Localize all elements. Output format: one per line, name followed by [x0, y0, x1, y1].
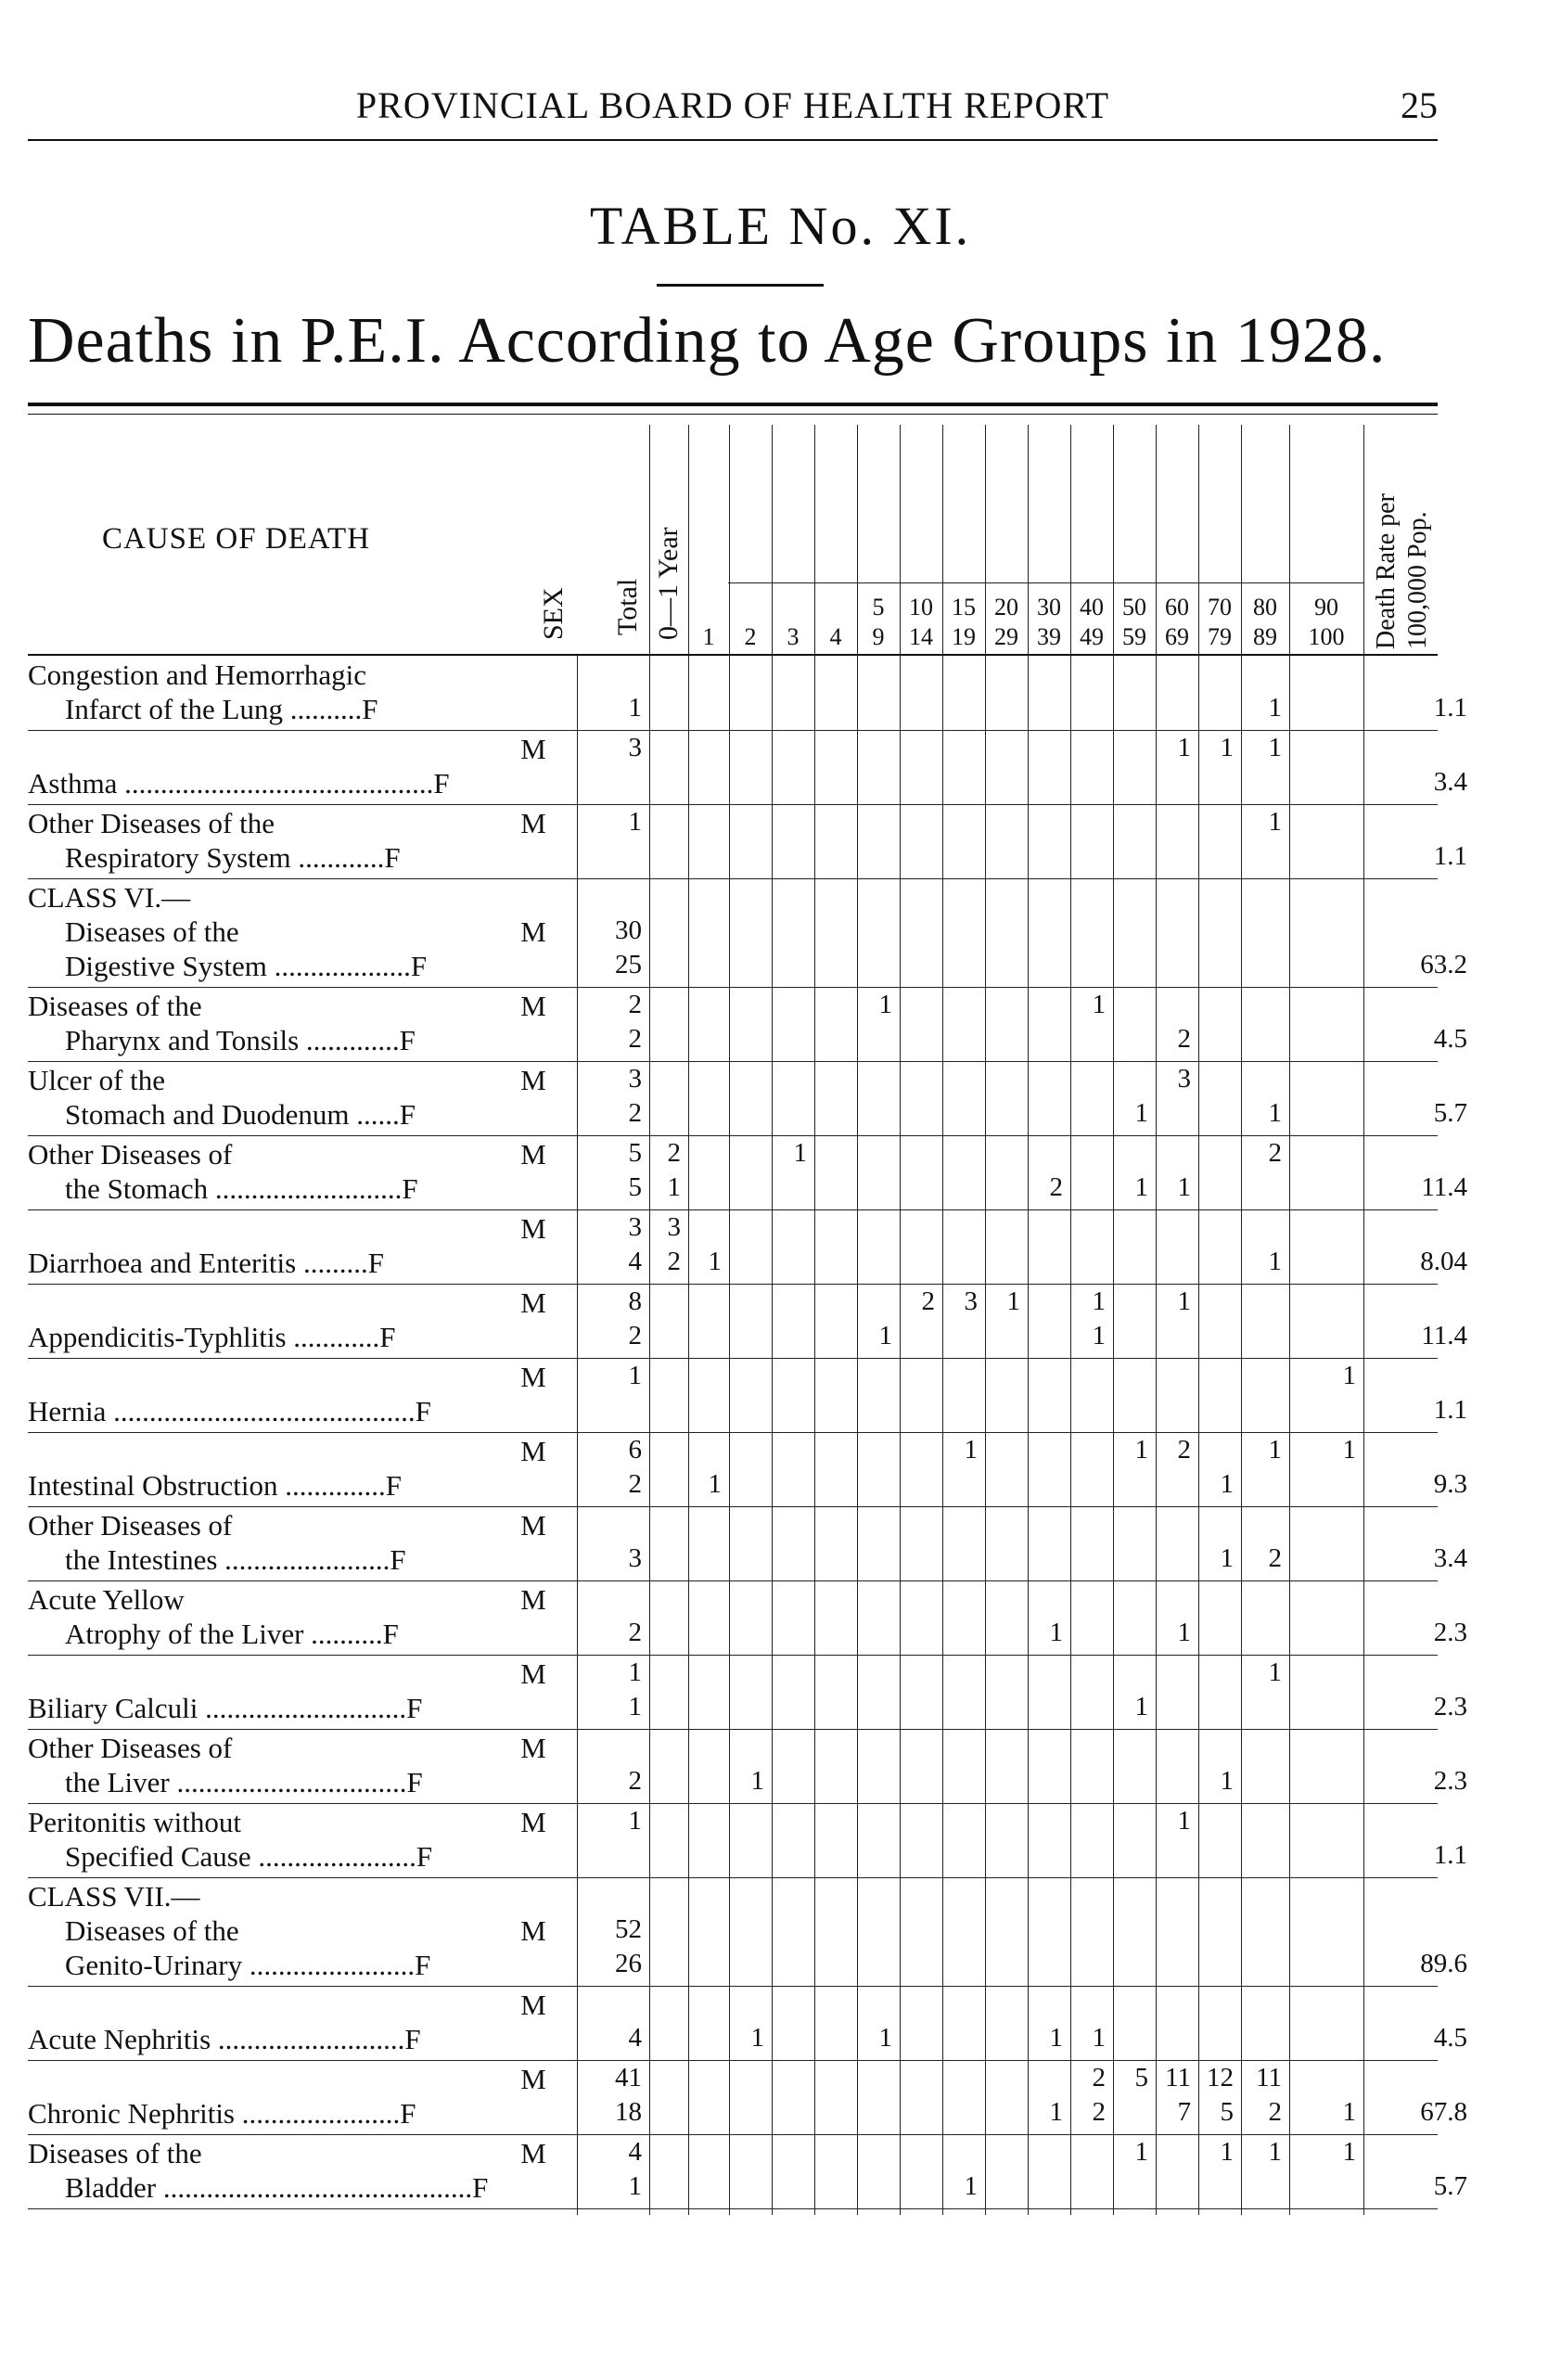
cause-text: Bladder ...........................................F: [65, 2171, 489, 2204]
male-count: 1: [964, 1435, 978, 1465]
table-row: [28, 1507, 1467, 1581]
cause-text: Congestion and Hemorrhagic: [28, 659, 367, 691]
male-count: 2: [628, 990, 642, 1019]
cause-text: Genito-Urinary .......................F: [65, 1949, 431, 1981]
female-count: 2: [628, 1321, 642, 1350]
female-count: 1: [1134, 1172, 1148, 1202]
age-group-end: 100: [1308, 623, 1345, 650]
female-count: 1: [628, 1692, 642, 1721]
age-group-start: 90: [1314, 594, 1338, 621]
page-title: Deaths in P.E.I. According to Age Groups in 1928.: [28, 305, 1387, 377]
male-count: 52: [615, 1914, 642, 1944]
female-count: 2: [667, 1247, 681, 1276]
sex-m: M: [520, 2137, 546, 2169]
death-rate: 67.8: [1420, 2097, 1467, 2127]
female-count: 2: [628, 1618, 642, 1647]
male-count: 11: [1165, 2063, 1191, 2092]
table-row: [28, 1804, 1467, 1878]
female-count: 1: [628, 693, 642, 723]
male-count: 1: [628, 1806, 642, 1836]
cause-text: Acute Nephritis ..........................F: [28, 2023, 421, 2055]
female-count: 7: [1177, 2097, 1191, 2127]
male-count: 1: [1342, 2137, 1356, 2167]
age-group-end: 19: [952, 623, 976, 650]
age-group-end: 9: [872, 623, 885, 650]
sex-m: M: [520, 1064, 546, 1096]
age-group-start: 50: [1122, 594, 1146, 621]
sex-m: M: [520, 990, 546, 1022]
under-one-year-header: 0—1 Year: [653, 527, 684, 640]
sex-m: M: [520, 733, 546, 765]
sex-header: SEX: [538, 587, 569, 640]
page-number: 25: [1401, 84, 1438, 126]
death-rate: 4.5: [1433, 2023, 1467, 2053]
female-count: 1: [1177, 1172, 1191, 1202]
cause-text: Diseases of the: [65, 915, 239, 948]
table-top-rule-thin: [28, 414, 1438, 415]
male-count: 3: [964, 1286, 978, 1316]
cause-text: Diseases of the: [65, 1914, 239, 1947]
cause-text: Other Diseases of: [28, 1509, 233, 1542]
female-count: 1: [1092, 1321, 1106, 1350]
female-count: 1: [1220, 1469, 1234, 1499]
male-count: 4: [628, 2137, 642, 2167]
age-group-end: 39: [1037, 623, 1061, 650]
cause-text: Infarct of the Lung ..........F: [65, 693, 378, 725]
sex-m: M: [520, 807, 546, 839]
death-rate: 63.2: [1420, 950, 1467, 979]
table-row: [28, 2061, 1467, 2135]
cause-text: Stomach and Duodenum ......F: [65, 1098, 416, 1131]
cause-text: Asthma ...........................................F: [28, 767, 450, 800]
age-group-start: 20: [994, 594, 1018, 621]
male-count: 2: [921, 1286, 935, 1316]
male-count: 1: [878, 990, 892, 1019]
age-group-start: 60: [1165, 594, 1189, 621]
male-count: 1: [1220, 733, 1234, 762]
male-count: 1: [1268, 807, 1282, 837]
cause-text: Digestive System ...................F: [65, 950, 428, 982]
age-header-rule: [728, 582, 1364, 583]
female-count: 1: [1177, 1618, 1191, 1647]
female-count: 1: [708, 1469, 722, 1499]
sex-m: M: [520, 1509, 546, 1542]
male-count: 1: [1342, 1361, 1356, 1390]
death-rate: 2.3: [1433, 1766, 1467, 1796]
female-count: 1: [628, 2171, 642, 2201]
male-count: 6: [628, 1435, 642, 1465]
sex-m: M: [520, 1657, 546, 1690]
male-count: 1: [1177, 1286, 1191, 1316]
age-group-start: 80: [1253, 594, 1277, 621]
table-row: [28, 1730, 1467, 1804]
female-count: 2: [628, 1024, 642, 1054]
male-count: 1: [628, 1361, 642, 1390]
table-row: [28, 1656, 1467, 1730]
death-rate: 9.3: [1433, 1469, 1467, 1499]
cause-text: Ulcer of the: [28, 1064, 166, 1096]
age-group-start: 5: [872, 594, 885, 621]
table-row: [28, 1433, 1467, 1507]
male-count: 30: [615, 915, 642, 945]
table-number: TABLE No. XI.: [589, 196, 972, 256]
death-rate-header-line1: Death Rate per: [1372, 493, 1401, 649]
male-count: 1: [1220, 2137, 1234, 2167]
cause-of-death-header: CAUSE OF DEATH: [102, 522, 371, 556]
female-count: 2: [1049, 1172, 1063, 1202]
table-top-rule: [28, 403, 1438, 406]
age-group-start: 15: [952, 594, 976, 621]
cause-text: Diseases of the: [28, 2137, 202, 2169]
running-title: PROVINCIAL BOARD OF HEALTH REPORT: [355, 84, 1110, 126]
cause-text: Acute Yellow: [28, 1583, 185, 1616]
male-count: 1: [1092, 1286, 1106, 1316]
female-count: 2: [628, 1766, 642, 1796]
cause-text: CLASS VI.—: [28, 881, 191, 914]
age-group-end: 69: [1165, 623, 1189, 650]
cause-text: Intestinal Obstruction ..............F: [28, 1469, 402, 1502]
death-rate: 3.4: [1433, 767, 1467, 797]
female-count: 1: [750, 1766, 764, 1796]
male-count: 1: [628, 1657, 642, 1687]
cause-text: Hernia ..........................................F: [28, 1395, 431, 1427]
cause-text: Biliary Calculi ............................F: [28, 1692, 423, 1724]
male-count: 11: [1256, 2063, 1282, 2092]
cause-text: Pharynx and Tonsils .............F: [65, 1024, 416, 1056]
female-count: 1: [1268, 1247, 1282, 1276]
male-count: 1: [1268, 1657, 1282, 1687]
male-count: 1: [1342, 1435, 1356, 1465]
table-row: [28, 988, 1467, 1062]
female-count: 2: [1268, 2097, 1282, 2127]
age-group-end: 89: [1253, 623, 1277, 650]
female-count: 1: [964, 2171, 978, 2201]
male-count: 2: [1268, 1138, 1282, 1168]
death-rate: 11.4: [1421, 1321, 1467, 1350]
male-count: 2: [1092, 2063, 1106, 2092]
female-count: 1: [1134, 1098, 1148, 1128]
table-row: [28, 1987, 1467, 2061]
cause-text: the Stomach ..........................F: [65, 1172, 418, 1205]
female-count: 1: [1049, 2097, 1063, 2127]
female-count: 3: [628, 1543, 642, 1573]
female-count: 1: [878, 2023, 892, 2053]
age-group-end: 4: [829, 623, 842, 650]
sex-m: M: [520, 1732, 546, 1764]
male-count: 1: [1092, 990, 1106, 1019]
total-header: Total: [612, 578, 643, 635]
male-count: 5: [1134, 2063, 1148, 2092]
cause-text: the Liver ................................F: [65, 1766, 423, 1798]
male-count: 1: [793, 1138, 807, 1168]
death-rate: 8.04: [1420, 1247, 1467, 1276]
female-count: 2: [1268, 1543, 1282, 1573]
table-row: [28, 657, 1467, 731]
table-row: [28, 1359, 1467, 1433]
cause-text: Peritonitis without: [28, 1806, 241, 1838]
sex-m: M: [520, 1583, 546, 1616]
cause-text: Appendicitis-Typhlitis ............F: [28, 1321, 396, 1353]
male-count: 1: [1006, 1286, 1020, 1316]
title-rule: [657, 284, 824, 287]
male-count: 3: [1177, 1064, 1191, 1094]
cause-text: Respiratory System ............F: [65, 841, 401, 874]
female-count: 2: [1092, 2097, 1106, 2127]
female-count: 1: [1220, 1766, 1234, 1796]
death-rate: 1.1: [1433, 1395, 1467, 1425]
age-group-end: 2: [744, 623, 757, 650]
sex-m: M: [520, 1914, 546, 1947]
table-row: [28, 879, 1467, 988]
male-count: 1: [1268, 2137, 1282, 2167]
row-rule: [28, 2208, 1438, 2209]
age-group-end: 79: [1208, 623, 1232, 650]
female-count: 1: [1268, 1098, 1282, 1128]
death-rate: 2.3: [1433, 1692, 1467, 1721]
death-rate: 5.7: [1433, 2171, 1467, 2201]
sex-m: M: [520, 1435, 546, 1467]
sex-m: M: [520, 1138, 546, 1171]
male-count: 2: [667, 1138, 681, 1168]
male-count: 1: [1177, 733, 1191, 762]
cause-text: CLASS VII.—: [28, 1880, 200, 1913]
cause-text: Chronic Nephritis ......................F: [28, 2097, 416, 2130]
table-row: [28, 1062, 1467, 1136]
table-row: [28, 1210, 1467, 1285]
male-count: 1: [1134, 2137, 1148, 2167]
female-count: 4: [628, 1247, 642, 1276]
cause-text: Other Diseases of: [28, 1138, 233, 1171]
running-head: [28, 83, 1438, 141]
male-count: 1: [1134, 1435, 1148, 1465]
female-count: 1: [1220, 1543, 1234, 1573]
male-count: 3: [667, 1212, 681, 1242]
female-count: 4: [628, 2023, 642, 2053]
death-rate: 1.1: [1433, 1840, 1467, 1870]
death-rate: 1.1: [1433, 841, 1467, 871]
male-count: 41: [615, 2063, 642, 2092]
female-count: 1: [1049, 2023, 1063, 2053]
sex-m: M: [520, 1286, 546, 1319]
header-bottom-rule: [28, 654, 1438, 656]
male-count: 5: [628, 1138, 642, 1168]
male-count: 1: [628, 807, 642, 837]
age-group-start: 40: [1080, 594, 1104, 621]
female-count: 1: [750, 2023, 764, 2053]
death-rate: 4.5: [1433, 1024, 1467, 1054]
table-row: [28, 731, 1467, 805]
male-count: 1: [1268, 733, 1282, 762]
male-count: 3: [628, 1064, 642, 1094]
female-count: 18: [615, 2097, 642, 2127]
death-rate: 1.1: [1433, 693, 1467, 723]
cause-text: Diseases of the: [28, 990, 202, 1022]
age-group-end: 29: [994, 623, 1018, 650]
female-count: 1: [1268, 693, 1282, 723]
female-count: 1: [708, 1247, 722, 1276]
male-count: 12: [1207, 2063, 1234, 2092]
female-count: 26: [615, 1949, 642, 1978]
female-count: 1: [667, 1172, 681, 1202]
male-count: 8: [628, 1286, 642, 1316]
sex-m: M: [520, 2063, 546, 2095]
female-count: 1: [1049, 1618, 1063, 1647]
cause-text: Diarrhoea and Enteritis .........F: [28, 1247, 384, 1279]
cause-text: Other Diseases of the: [28, 807, 275, 839]
cause-text: Other Diseases of: [28, 1732, 233, 1764]
female-count: 1: [1134, 1692, 1148, 1721]
table-row: [28, 2135, 1467, 2209]
death-rate: 5.7: [1433, 1098, 1467, 1128]
male-count: 1: [1177, 1806, 1191, 1836]
death-rate-header: [1371, 493, 1434, 649]
death-rate-header-line2: 100,000 Pop.: [1403, 511, 1432, 649]
age-group-end: 14: [909, 623, 933, 650]
male-count: 2: [1177, 1435, 1191, 1465]
table-row: [28, 1878, 1467, 1987]
age-group-end: 1: [702, 623, 715, 650]
female-count: 1: [1092, 2023, 1106, 2053]
male-count: 1: [1268, 1435, 1282, 1465]
death-rate: 11.4: [1421, 1172, 1467, 1202]
age-group-start: 30: [1037, 594, 1061, 621]
table-row: [28, 1136, 1467, 1210]
table-row: [28, 1285, 1467, 1359]
death-rate: 3.4: [1433, 1543, 1467, 1573]
table-row: [28, 1581, 1467, 1656]
male-count: 3: [628, 733, 642, 762]
cause-text: the Intestines .......................F: [65, 1543, 406, 1576]
death-rate: 89.6: [1420, 1949, 1467, 1978]
table-row: [28, 805, 1467, 879]
female-count: 5: [1220, 2097, 1234, 2127]
sex-m: M: [520, 1212, 546, 1245]
sex-m: M: [520, 915, 546, 948]
sex-m: M: [520, 1989, 546, 2021]
age-group-start: 10: [909, 594, 933, 621]
male-count: 3: [628, 1212, 642, 1242]
sex-m: M: [520, 1806, 546, 1838]
female-count: 2: [1177, 1024, 1191, 1054]
female-count: 2: [628, 1469, 642, 1499]
death-rate: 2.3: [1433, 1618, 1467, 1647]
female-count: 5: [628, 1172, 642, 1202]
cause-text: Atrophy of the Liver ..........F: [65, 1618, 399, 1650]
age-group-end: 49: [1080, 623, 1104, 650]
cause-text: Specified Cause ......................F: [65, 1840, 433, 1873]
female-count: 1: [1342, 2097, 1356, 2127]
sex-m: M: [520, 1361, 546, 1393]
female-count: 1: [878, 1321, 892, 1350]
age-group-end: 3: [787, 623, 800, 650]
age-group-end: 59: [1122, 623, 1146, 650]
female-count: 2: [628, 1098, 642, 1128]
female-count: 25: [615, 950, 642, 979]
age-group-start: 70: [1208, 594, 1232, 621]
